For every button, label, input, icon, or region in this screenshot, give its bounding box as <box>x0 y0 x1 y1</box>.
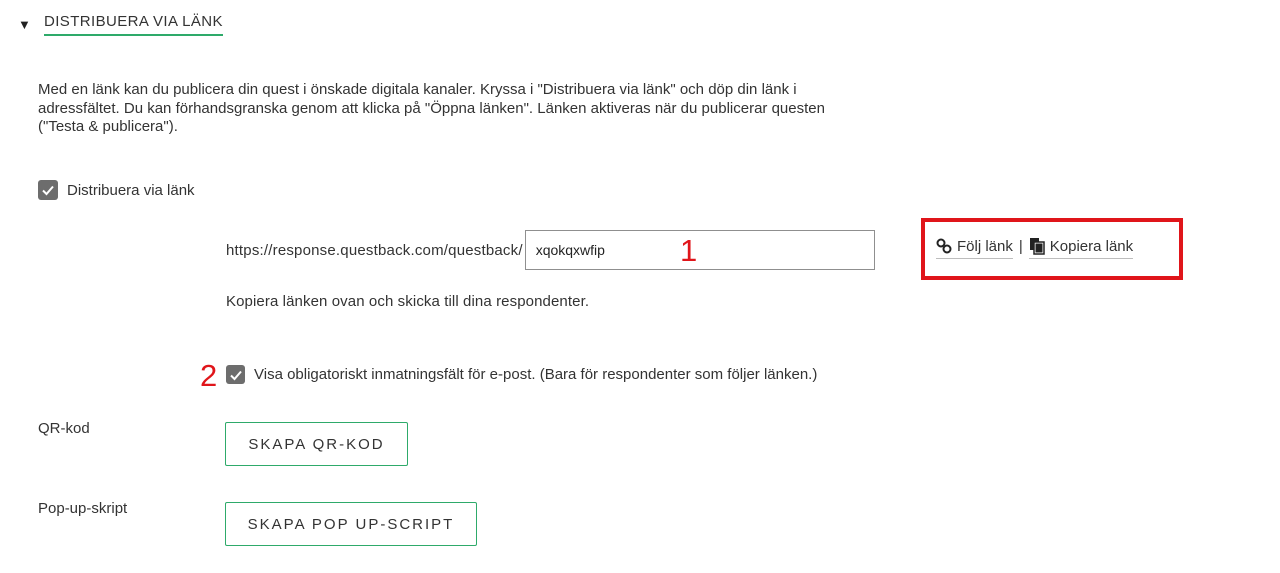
checkmark-icon <box>229 368 243 382</box>
create-popup-script-button[interactable]: SKAPA POP UP-SCRIPT <box>225 502 477 546</box>
qr-code-label: QR-kod <box>38 420 90 437</box>
annotation-marker-1: 1 <box>680 233 698 268</box>
distribute-via-link-checkbox[interactable] <box>38 180 58 200</box>
link-actions-separator: | <box>1018 238 1023 255</box>
url-row <box>226 229 875 271</box>
url-prefix: https://response.questback.com/questback/ <box>226 241 523 259</box>
distribute-via-link-row[interactable] <box>38 180 195 200</box>
link-slug-input[interactable] <box>525 230 875 270</box>
email-required-label: Visa obligatoriskt inmatningsfält för e-post. (Bara för respondenter som följer länken.) <box>254 366 818 383</box>
email-required-row[interactable] <box>226 365 817 384</box>
copy-icon <box>1029 237 1045 255</box>
section-header[interactable] <box>18 10 223 38</box>
annotation-marker-2: 2 <box>200 358 218 393</box>
description-text: Med en länk kan du publicera din quest i önskade digitala kanaler. Kryssa i "Distribuera via länk" och döp din länk i adressfältet. Du kan förhandsgranska genom att klicka på "Öppna länken". Länken aktiveras när du publicerar questen ("Testa & publicera"). <box>38 81 825 135</box>
checkmark-icon <box>41 183 55 197</box>
copy-link-button[interactable] <box>1029 237 1133 259</box>
collapse-triangle-icon[interactable]: ▼ <box>18 16 31 32</box>
section-title[interactable]: DISTRIBUERA VIA LÄNK <box>44 13 223 36</box>
follow-link-label: Följ länk <box>957 237 1013 255</box>
link-actions <box>936 234 1133 262</box>
follow-link-button[interactable] <box>936 238 1013 259</box>
distribute-via-link-label: Distribuera via länk <box>67 181 195 199</box>
create-qr-code-button[interactable]: SKAPA QR-KOD <box>225 422 408 466</box>
popup-script-label: Pop-up-skript <box>38 500 128 517</box>
copy-link-help-text: Kopiera länken ovan och skicka till dina respondenter. <box>226 293 590 310</box>
copy-link-label: Kopiera länk <box>1049 237 1134 255</box>
link-icon <box>936 238 952 254</box>
email-required-checkbox[interactable] <box>226 365 245 384</box>
